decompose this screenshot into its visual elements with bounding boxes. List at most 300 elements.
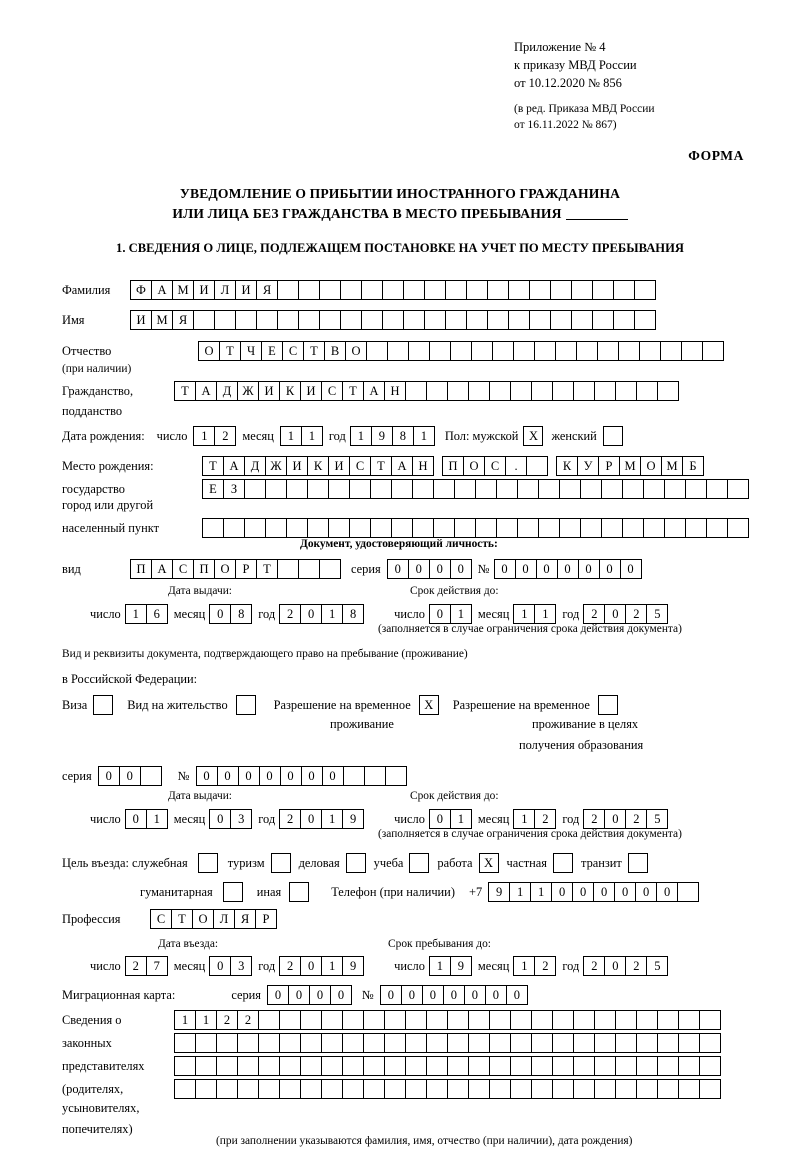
form-cell[interactable] [639,341,661,361]
form-cell[interactable] [307,479,329,499]
form-cell[interactable]: 1 [321,956,343,976]
form-cell[interactable] [384,1033,406,1053]
form-cell[interactable] [580,518,602,538]
form-cell[interactable] [699,1079,721,1099]
form-cell[interactable] [277,559,299,579]
form-cell[interactable]: А [391,456,413,476]
sex-female-checkbox[interactable] [603,426,623,446]
edu-residence-checkbox[interactable] [598,695,618,715]
form-cell[interactable] [489,1079,511,1099]
form-cell[interactable]: 0 [656,882,678,902]
form-cell[interactable] [454,479,476,499]
form-cell[interactable] [328,479,350,499]
form-cell[interactable] [195,1079,217,1099]
form-cell[interactable] [510,1010,532,1030]
form-cell[interactable] [681,341,703,361]
form-cell[interactable] [526,456,548,476]
form-cell[interactable]: Е [261,341,283,361]
form-cell[interactable] [699,1010,721,1030]
form-cell[interactable]: С [282,341,304,361]
form-cell[interactable]: Р [255,909,277,929]
form-cell[interactable] [195,1056,217,1076]
form-cell[interactable]: З [223,479,245,499]
form-cell[interactable]: 0 [238,766,260,786]
stay-issue-day-cells[interactable] [125,809,168,829]
form-cell[interactable]: 0 [557,559,579,579]
form-cell[interactable] [382,280,404,300]
form-cell[interactable]: 0 [309,985,331,1005]
form-cell[interactable]: 1 [534,604,556,624]
form-cell[interactable]: Т [370,456,392,476]
form-cell[interactable]: 0 [301,766,323,786]
form-cell[interactable]: 2 [583,956,605,976]
form-cell[interactable]: С [172,559,194,579]
doc-issue-month-cells[interactable] [209,604,252,624]
purpose-transit-checkbox[interactable] [628,853,648,873]
form-cell[interactable]: 2 [583,809,605,829]
form-cell[interactable]: 1 [509,882,531,902]
form-cell[interactable]: 1 [195,1010,217,1030]
form-cell[interactable]: 7 [146,956,168,976]
form-cell[interactable]: 0 [429,809,451,829]
stay-issue-month-cells[interactable] [209,809,252,829]
surname-cells[interactable] [130,280,656,300]
form-cell[interactable]: А [195,381,217,401]
purpose-tourism-checkbox[interactable] [271,853,291,873]
form-cell[interactable] [571,310,593,330]
form-cell[interactable] [429,341,451,361]
form-cell[interactable]: 0 [300,956,322,976]
birth-month-cells[interactable] [280,426,323,446]
form-cell[interactable] [321,1056,343,1076]
form-cell[interactable]: 0 [300,604,322,624]
form-cell[interactable]: Е [202,479,224,499]
form-cell[interactable]: . [505,456,527,476]
form-cell[interactable]: 9 [488,882,510,902]
form-cell[interactable] [699,1033,721,1053]
form-cell[interactable]: 0 [614,882,636,902]
sex-male-checkbox[interactable]: X [523,426,543,446]
temp-residence-checkbox[interactable]: X [419,695,439,715]
form-cell[interactable]: 0 [429,559,451,579]
form-cell[interactable] [552,1056,574,1076]
form-cell[interactable] [685,479,707,499]
form-cell[interactable]: 1 [429,956,451,976]
form-cell[interactable]: 9 [342,956,364,976]
form-cell[interactable]: Я [172,310,194,330]
form-cell[interactable] [447,1079,469,1099]
form-cell[interactable]: Т [219,341,241,361]
form-cell[interactable] [510,1056,532,1076]
form-cell[interactable]: Т [303,341,325,361]
form-cell[interactable] [678,1056,700,1076]
form-cell[interactable] [279,1010,301,1030]
form-cell[interactable] [349,479,371,499]
form-cell[interactable]: 2 [583,604,605,624]
form-cell[interactable]: 1 [321,809,343,829]
form-cell[interactable]: Ф [130,280,152,300]
form-cell[interactable] [636,1033,658,1053]
form-cell[interactable] [538,479,560,499]
form-cell[interactable] [277,280,299,300]
form-cell[interactable]: 1 [280,426,302,446]
form-cell[interactable] [468,1010,490,1030]
form-cell[interactable]: 5 [646,604,668,624]
form-cell[interactable] [531,381,553,401]
form-cell[interactable] [529,310,551,330]
purpose-other-checkbox[interactable] [289,882,309,902]
form-cell[interactable]: 0 [593,882,615,902]
legal-line1-cells[interactable] [174,1010,721,1030]
stay-number-cells[interactable] [196,766,407,786]
form-cell[interactable]: 9 [342,809,364,829]
form-cell[interactable]: 1 [513,809,535,829]
form-cell[interactable] [531,1033,553,1053]
legal-line2-cells[interactable] [174,1033,721,1053]
form-cell[interactable] [405,1010,427,1030]
form-cell[interactable] [286,518,308,538]
form-cell[interactable] [727,479,749,499]
form-cell[interactable]: Ж [265,456,287,476]
birth-place-city-cells[interactable] [442,456,548,476]
form-cell[interactable]: 0 [330,985,352,1005]
form-cell[interactable] [363,1033,385,1053]
form-cell[interactable] [592,280,614,300]
card-series-cells[interactable] [267,985,352,1005]
card-number-cells[interactable] [380,985,528,1005]
birth-place-line3-cells[interactable] [202,518,749,538]
form-cell[interactable] [433,479,455,499]
form-cell[interactable]: Т [342,381,364,401]
form-cell[interactable] [636,1010,658,1030]
profession-cells[interactable] [150,909,277,929]
form-cell[interactable] [552,1079,574,1099]
form-cell[interactable]: К [556,456,578,476]
form-cell[interactable] [466,280,488,300]
form-cell[interactable] [534,341,556,361]
stay-series-cells[interactable] [98,766,162,786]
form-cell[interactable]: 2 [125,956,147,976]
doc-valid-day-cells[interactable] [429,604,472,624]
form-cell[interactable]: К [279,381,301,401]
form-cell[interactable] [471,341,493,361]
doc-number-cells[interactable] [494,559,642,579]
form-cell[interactable] [300,1033,322,1053]
form-cell[interactable] [202,518,224,538]
form-cell[interactable] [342,1056,364,1076]
form-cell[interactable] [555,341,577,361]
form-cell[interactable] [571,280,593,300]
form-cell[interactable] [517,479,539,499]
form-cell[interactable] [664,479,686,499]
form-cell[interactable] [636,1056,658,1076]
form-cell[interactable] [342,1079,364,1099]
form-cell[interactable]: И [193,280,215,300]
form-cell[interactable]: 0 [515,559,537,579]
form-cell[interactable]: 1 [301,426,323,446]
form-cell[interactable] [216,1033,238,1053]
form-cell[interactable]: 0 [119,766,141,786]
form-cell[interactable] [622,479,644,499]
form-cell[interactable] [319,559,341,579]
form-cell[interactable]: 0 [300,809,322,829]
form-cell[interactable] [489,1056,511,1076]
form-cell[interactable] [223,518,245,538]
form-cell[interactable]: 2 [279,809,301,829]
form-cell[interactable]: А [223,456,245,476]
form-cell[interactable]: 0 [551,882,573,902]
form-cell[interactable] [300,1079,322,1099]
form-cell[interactable] [699,1056,721,1076]
form-cell[interactable]: 2 [625,956,647,976]
form-cell[interactable]: 0 [280,766,302,786]
form-cell[interactable]: 0 [422,985,444,1005]
form-cell[interactable] [298,559,320,579]
form-cell[interactable] [594,1056,616,1076]
form-cell[interactable] [489,1010,511,1030]
form-cell[interactable] [193,310,215,330]
form-cell[interactable] [447,381,469,401]
form-cell[interactable]: С [349,456,371,476]
stay-month-cells[interactable] [513,956,556,976]
birth-place-state-cells[interactable] [202,456,434,476]
form-cell[interactable] [405,1079,427,1099]
form-cell[interactable] [258,1033,280,1053]
form-cell[interactable]: О [640,456,662,476]
form-cell[interactable] [403,280,425,300]
form-cell[interactable] [433,518,455,538]
form-cell[interactable] [321,1033,343,1053]
form-cell[interactable] [364,766,386,786]
form-cell[interactable] [361,310,383,330]
form-cell[interactable] [573,1033,595,1053]
form-cell[interactable] [475,479,497,499]
form-cell[interactable] [214,310,236,330]
form-cell[interactable] [660,341,682,361]
form-cell[interactable] [340,310,362,330]
form-cell[interactable]: 0 [401,985,423,1005]
form-cell[interactable] [538,518,560,538]
form-cell[interactable] [424,280,446,300]
visa-checkbox[interactable] [93,695,113,715]
form-cell[interactable] [727,518,749,538]
form-cell[interactable] [391,518,413,538]
form-cell[interactable] [426,381,448,401]
form-cell[interactable]: 0 [485,985,507,1005]
form-cell[interactable] [382,310,404,330]
form-cell[interactable] [277,310,299,330]
form-cell[interactable]: 0 [387,559,409,579]
citizenship-cells[interactable] [174,381,679,401]
form-cell[interactable] [529,280,551,300]
form-cell[interactable]: 1 [146,809,168,829]
form-cell[interactable] [550,310,572,330]
form-cell[interactable]: 0 [217,766,239,786]
form-cell[interactable] [445,310,467,330]
form-cell[interactable]: 2 [237,1010,259,1030]
form-cell[interactable] [657,1056,679,1076]
form-cell[interactable] [384,1056,406,1076]
birth-place-line2-cells[interactable] [202,479,749,499]
form-cell[interactable]: П [193,559,215,579]
stay-valid-month-cells[interactable] [513,809,556,829]
legal-line3-cells[interactable] [174,1056,721,1076]
form-cell[interactable]: 0 [620,559,642,579]
form-cell[interactable]: 0 [464,985,486,1005]
form-cell[interactable]: 0 [196,766,218,786]
form-cell[interactable]: 5 [646,809,668,829]
stay-issue-year-cells[interactable] [279,809,364,829]
form-cell[interactable]: 3 [230,956,252,976]
form-cell[interactable] [405,1056,427,1076]
form-cell[interactable] [447,1033,469,1053]
form-cell[interactable] [552,381,574,401]
form-cell[interactable] [489,381,511,401]
form-cell[interactable] [363,1079,385,1099]
form-cell[interactable] [265,518,287,538]
form-cell[interactable]: И [328,456,350,476]
form-cell[interactable]: Н [384,381,406,401]
form-cell[interactable] [174,1056,196,1076]
form-cell[interactable]: 1 [530,882,552,902]
form-cell[interactable] [340,280,362,300]
form-cell[interactable]: 0 [380,985,402,1005]
form-cell[interactable] [363,1056,385,1076]
form-cell[interactable]: Д [216,381,238,401]
form-cell[interactable] [622,518,644,538]
form-cell[interactable]: 2 [214,426,236,446]
form-cell[interactable] [573,1079,595,1099]
form-cell[interactable]: 6 [146,604,168,624]
form-cell[interactable] [258,1056,280,1076]
form-cell[interactable] [706,479,728,499]
form-cell[interactable]: 0 [578,559,600,579]
form-cell[interactable] [492,341,514,361]
name-cells[interactable] [130,310,656,330]
form-cell[interactable]: 2 [534,809,556,829]
form-cell[interactable]: И [286,456,308,476]
form-cell[interactable]: 0 [429,604,451,624]
form-cell[interactable] [366,341,388,361]
birth-year-cells[interactable] [350,426,435,446]
form-cell[interactable] [426,1033,448,1053]
form-cell[interactable]: 1 [513,604,535,624]
form-cell[interactable]: Л [214,280,236,300]
stay-year-cells[interactable] [583,956,668,976]
stay-valid-year-cells[interactable] [583,809,668,829]
form-cell[interactable] [643,518,665,538]
form-cell[interactable]: С [321,381,343,401]
form-cell[interactable] [580,479,602,499]
form-cell[interactable] [363,1010,385,1030]
form-cell[interactable] [552,1033,574,1053]
form-cell[interactable] [552,1010,574,1030]
form-cell[interactable]: В [324,341,346,361]
form-cell[interactable] [510,1079,532,1099]
form-cell[interactable] [468,1079,490,1099]
purpose-business-checkbox[interactable] [346,853,366,873]
form-cell[interactable] [466,310,488,330]
phone-cells[interactable] [488,882,699,902]
form-cell[interactable] [298,280,320,300]
form-cell[interactable]: О [345,341,367,361]
form-cell[interactable]: 5 [646,956,668,976]
form-cell[interactable]: П [442,456,464,476]
form-cell[interactable] [531,1010,553,1030]
form-cell[interactable] [256,310,278,330]
form-cell[interactable]: О [463,456,485,476]
form-cell[interactable] [279,1056,301,1076]
form-cell[interactable] [258,1010,280,1030]
form-cell[interactable]: 0 [599,559,621,579]
form-cell[interactable] [634,280,656,300]
form-cell[interactable]: 1 [321,604,343,624]
stay-valid-day-cells[interactable] [429,809,472,829]
form-cell[interactable] [385,766,407,786]
form-cell[interactable] [384,1079,406,1099]
doc-valid-month-cells[interactable] [513,604,556,624]
form-cell[interactable] [342,1033,364,1053]
form-cell[interactable] [235,310,257,330]
form-cell[interactable]: 2 [625,809,647,829]
patronymic-cells[interactable] [198,341,724,361]
doc-kind-cells[interactable] [130,559,341,579]
form-cell[interactable]: Р [598,456,620,476]
form-cell[interactable]: 0 [288,985,310,1005]
form-cell[interactable]: Ч [240,341,262,361]
form-cell[interactable]: 1 [174,1010,196,1030]
form-cell[interactable] [636,381,658,401]
form-cell[interactable] [487,280,509,300]
form-cell[interactable] [321,1079,343,1099]
form-cell[interactable] [412,479,434,499]
form-cell[interactable] [387,341,409,361]
form-cell[interactable] [657,1079,679,1099]
form-cell[interactable] [384,1010,406,1030]
birth-day-cells[interactable] [193,426,236,446]
purpose-humanitarian-checkbox[interactable] [223,882,243,902]
form-cell[interactable] [391,479,413,499]
form-cell[interactable]: Л [213,909,235,929]
form-cell[interactable] [678,1010,700,1030]
form-cell[interactable] [370,518,392,538]
form-cell[interactable] [475,518,497,538]
form-cell[interactable]: 0 [536,559,558,579]
form-cell[interactable]: 1 [350,426,372,446]
form-cell[interactable] [489,1033,511,1053]
form-cell[interactable] [496,479,518,499]
form-cell[interactable] [361,280,383,300]
residence-permit-checkbox[interactable] [236,695,256,715]
form-cell[interactable]: 9 [450,956,472,976]
form-cell[interactable] [349,518,371,538]
form-cell[interactable]: У [577,456,599,476]
form-cell[interactable]: 0 [98,766,120,786]
form-cell[interactable] [450,341,472,361]
doc-issue-year-cells[interactable] [279,604,364,624]
form-cell[interactable]: О [192,909,214,929]
form-cell[interactable]: А [151,559,173,579]
form-cell[interactable]: 0 [604,809,626,829]
form-cell[interactable] [412,518,434,538]
form-cell[interactable] [508,280,530,300]
form-cell[interactable] [615,1010,637,1030]
form-cell[interactable]: Т [171,909,193,929]
form-cell[interactable] [601,518,623,538]
form-cell[interactable] [454,518,476,538]
form-cell[interactable] [370,479,392,499]
form-cell[interactable] [244,479,266,499]
